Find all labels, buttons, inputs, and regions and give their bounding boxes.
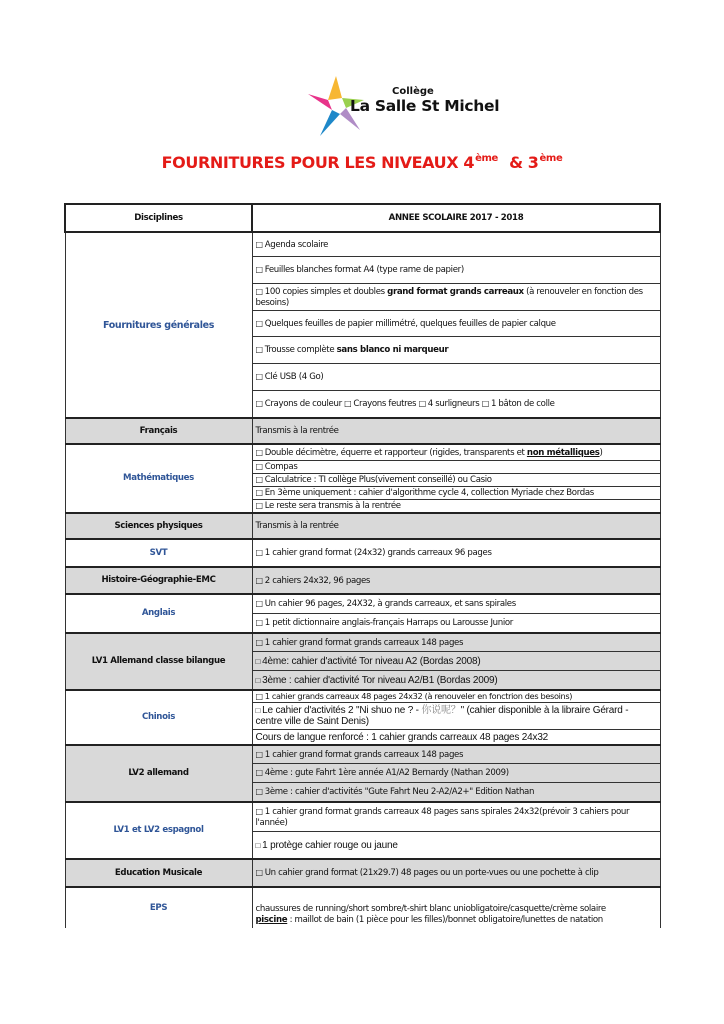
item-text: : maillot de bain (1 pièce pour les filles)/bonnet obligatoire/lunettes de natation xyxy=(287,915,603,925)
list-item xyxy=(252,690,660,703)
item-text: chaussures de running/short sombre/t-shirt blanc uniobligatoire/casquette/crème solaire xyxy=(255,904,606,914)
checkbox-icon: □ xyxy=(255,637,263,647)
discipline-musique: Education Musicale xyxy=(65,859,252,887)
checkbox-icon: □ xyxy=(255,372,263,381)
list-item xyxy=(252,745,660,764)
list-item xyxy=(252,311,660,337)
item-text: Feuilles blanches format A4 (type rame de papier) xyxy=(264,265,464,275)
checkbox-icon: □ xyxy=(255,575,263,585)
discipline-maths: Mathématiques xyxy=(65,444,252,513)
discipline-svt: SVT xyxy=(65,539,252,567)
title-amp: & 3 xyxy=(509,153,539,172)
item-text: Le cahier d'activités 2 "Ni shuo ne ? - xyxy=(262,705,422,716)
table-row xyxy=(65,802,660,832)
discipline-lv1-allemand: LV1 Allemand classe bilangue xyxy=(65,633,252,690)
item-text: 1 cahier grand format grands carreaux 48 pages sans spirales 24x32(prévoir 3 cahiers pour l'année) xyxy=(255,806,630,828)
item-text: 3ème : cahier d'activité Tor niveau A2/B1 (Bordas 2009) xyxy=(262,674,498,686)
header-year: ANNEE SCOLAIRE 2017 - 2018 xyxy=(252,204,660,232)
list-item xyxy=(252,614,660,634)
list-item xyxy=(252,391,660,419)
checkbox-icon: □ xyxy=(255,599,263,608)
table-row xyxy=(65,594,660,614)
checkbox-icon: □ xyxy=(255,618,263,627)
item-text: 3ème : cahier d'activités "Gute Fahrt Neu 2-A2/A2+" Edition Nathan xyxy=(264,787,535,797)
checkbox-icon: □ xyxy=(255,286,263,296)
table-row xyxy=(65,513,660,539)
item-text: 1 cahier grands carreaux 48 pages 24x32 (à renouveler en fonctrion des besoins) xyxy=(264,691,573,701)
table-row xyxy=(65,690,660,703)
title-sup-3: ème xyxy=(539,153,563,164)
list-item xyxy=(252,633,660,652)
list-item xyxy=(252,832,660,860)
checkbox-icon: □ xyxy=(255,840,261,850)
discipline-physique: Sciences physiques xyxy=(65,513,252,539)
table-row xyxy=(65,418,660,444)
item-bold-text: non métalliques xyxy=(526,447,600,458)
table-row xyxy=(65,444,660,461)
table-row xyxy=(65,539,660,567)
checkbox-icon: □ xyxy=(255,868,263,877)
discipline-histoire: Histoire-Géographie-EMC xyxy=(65,567,252,594)
item-text: 1 cahier grand format grands carreaux 148 pages xyxy=(264,637,464,648)
list-item xyxy=(252,487,660,500)
list-item xyxy=(252,594,660,614)
discipline-chinois: Chinois xyxy=(65,690,252,745)
checkbox-icon: □ xyxy=(255,345,263,354)
supplies-table xyxy=(64,203,661,928)
checkbox-icon: □ xyxy=(255,706,261,715)
item-text: Trousse complète xyxy=(264,345,337,355)
checkbox-icon: □ xyxy=(255,692,263,701)
item-text: (à renouveler en fonction des besoins) xyxy=(255,286,643,308)
title-sup-4: ème xyxy=(475,153,498,164)
checkbox-icon: □ xyxy=(255,806,263,816)
list-item xyxy=(252,652,660,671)
item-text: Un cahier 96 pages, 24X32, à grands carreaux, et sans spirales xyxy=(264,599,516,609)
checkbox-icon: □ xyxy=(255,399,263,408)
list-item xyxy=(252,703,660,730)
list-item xyxy=(252,783,660,803)
list-item: Cours de langue renforcé : 1 cahier grands carreaux 48 pages 24x32 xyxy=(252,730,660,746)
item-text: " (cahier disponible à la libraire Gérard - centre ville de Saint Denis) xyxy=(255,705,629,727)
item-bold-text: grand format grands carreaux xyxy=(387,286,524,297)
checkbox-icon: □ xyxy=(255,548,263,557)
discipline-anglais: Anglais xyxy=(65,594,252,633)
list-item xyxy=(252,444,660,461)
table-header-row xyxy=(65,204,660,232)
item-text: Quelques feuilles de papier millimétré, quelques feuilles de papier calque xyxy=(264,318,556,329)
list-item xyxy=(252,764,660,783)
discipline-lv2-allemand: LV2 allemand xyxy=(65,745,252,802)
checkbox-icon: □ xyxy=(255,768,263,777)
list-item xyxy=(252,887,660,928)
item-text: Calculatrice : TI collège Plus(vivement conseillé) ou Casio xyxy=(264,475,492,485)
list-item xyxy=(252,500,660,514)
list-item xyxy=(252,859,660,887)
logo-school-name: La Salle St Michel xyxy=(350,97,500,115)
item-text: Clé USB (4 Go) xyxy=(264,372,324,382)
item-bold-text: piscine xyxy=(255,915,288,925)
list-item xyxy=(252,567,660,594)
table-row xyxy=(65,859,660,887)
item-text: 1 protège cahier rouge ou jaune xyxy=(262,839,398,851)
list-item xyxy=(252,802,660,832)
list-item xyxy=(252,257,660,284)
list-item: Transmis à la rentrée xyxy=(252,418,660,444)
header-disciplines: Disciplines xyxy=(65,204,252,232)
item-text: Double décimètre, équerre et rapporteur (rigides, transparents et xyxy=(264,447,527,458)
checkbox-icon: □ xyxy=(418,399,426,408)
checkbox-icon: □ xyxy=(255,501,263,510)
list-item xyxy=(252,474,660,487)
item-bold-text: sans blanco ni marqueur xyxy=(336,345,449,355)
item-text: 100 copies simples et doubles xyxy=(264,286,388,297)
checkbox-icon: □ xyxy=(344,399,352,408)
item-text: Compas xyxy=(264,462,298,472)
table-row xyxy=(65,567,660,594)
checkbox-icon: □ xyxy=(255,749,263,759)
item-text: 2 cahiers 24x32, 96 pages xyxy=(264,575,371,586)
item-text: 1 bâton de colle xyxy=(490,399,555,409)
item-chinese-text: 你说呢？ xyxy=(421,705,461,716)
item-text: 1 cahier grand format (24x32) grands carreaux 96 pages xyxy=(264,548,492,558)
discipline-espagnol: LV1 et LV2 espagnol xyxy=(65,802,252,859)
item-text: 4ème: cahier d'activité Tor niveau A2 (Bordas 2008) xyxy=(262,655,481,667)
list-item xyxy=(252,539,660,567)
list-item xyxy=(252,232,660,257)
list-item xyxy=(252,461,660,474)
checkbox-icon: □ xyxy=(255,462,263,471)
checkbox-icon: □ xyxy=(255,675,261,685)
item-text: ) xyxy=(599,447,603,458)
checkbox-icon: □ xyxy=(481,399,489,408)
item-text: Agenda scolaire xyxy=(264,239,329,250)
table-row xyxy=(65,887,660,928)
title-main: FOURNITURES POUR LES NIVEAUX 4 xyxy=(161,153,475,172)
item-text: 4ème : gute Fahrt 1ère année A1/A2 Bernardy (Nathan 2009) xyxy=(264,768,509,778)
item-text: 1 petit dictionnaire anglais-français Harraps ou Larousse Junior xyxy=(264,618,513,628)
table-row xyxy=(65,633,660,652)
list-item xyxy=(252,337,660,364)
checkbox-icon: □ xyxy=(255,239,263,249)
list-item xyxy=(252,284,660,311)
discipline-eps: EPS xyxy=(65,887,252,928)
checkbox-icon: □ xyxy=(255,447,263,457)
checkbox-icon: □ xyxy=(255,656,261,666)
list-item: Transmis à la rentrée xyxy=(252,513,660,539)
item-text: En 3ème uniquement : cahier d'algorithme cycle 4, collection Myriade chez Bordas xyxy=(264,488,594,498)
checkbox-icon: □ xyxy=(255,318,263,328)
list-item xyxy=(252,364,660,391)
item-text: Crayons de couleur xyxy=(264,399,342,409)
discipline-fournitures: Fournitures générales xyxy=(65,232,252,418)
checkbox-icon: □ xyxy=(255,787,263,796)
table-row xyxy=(65,745,660,764)
item-text: Crayons feutres xyxy=(353,399,417,409)
page-title xyxy=(0,153,724,172)
table-row xyxy=(65,232,660,257)
checkbox-icon: □ xyxy=(255,488,263,497)
discipline-francais: Français xyxy=(65,418,252,444)
item-text: Le reste sera transmis à la rentrée xyxy=(264,501,401,511)
item-text: Un cahier grand format (21x29.7) 48 pages ou un porte-vues ou une pochette à clip xyxy=(264,868,599,878)
checkbox-icon: □ xyxy=(255,475,263,484)
checkbox-icon: □ xyxy=(255,265,263,274)
item-text: 4 surligneurs xyxy=(427,399,480,409)
list-item xyxy=(252,671,660,691)
school-logo xyxy=(306,74,500,140)
logo-college-text: Collège xyxy=(392,86,434,97)
item-text: 1 cahier grand format grands carreaux 148 pages xyxy=(264,749,464,760)
